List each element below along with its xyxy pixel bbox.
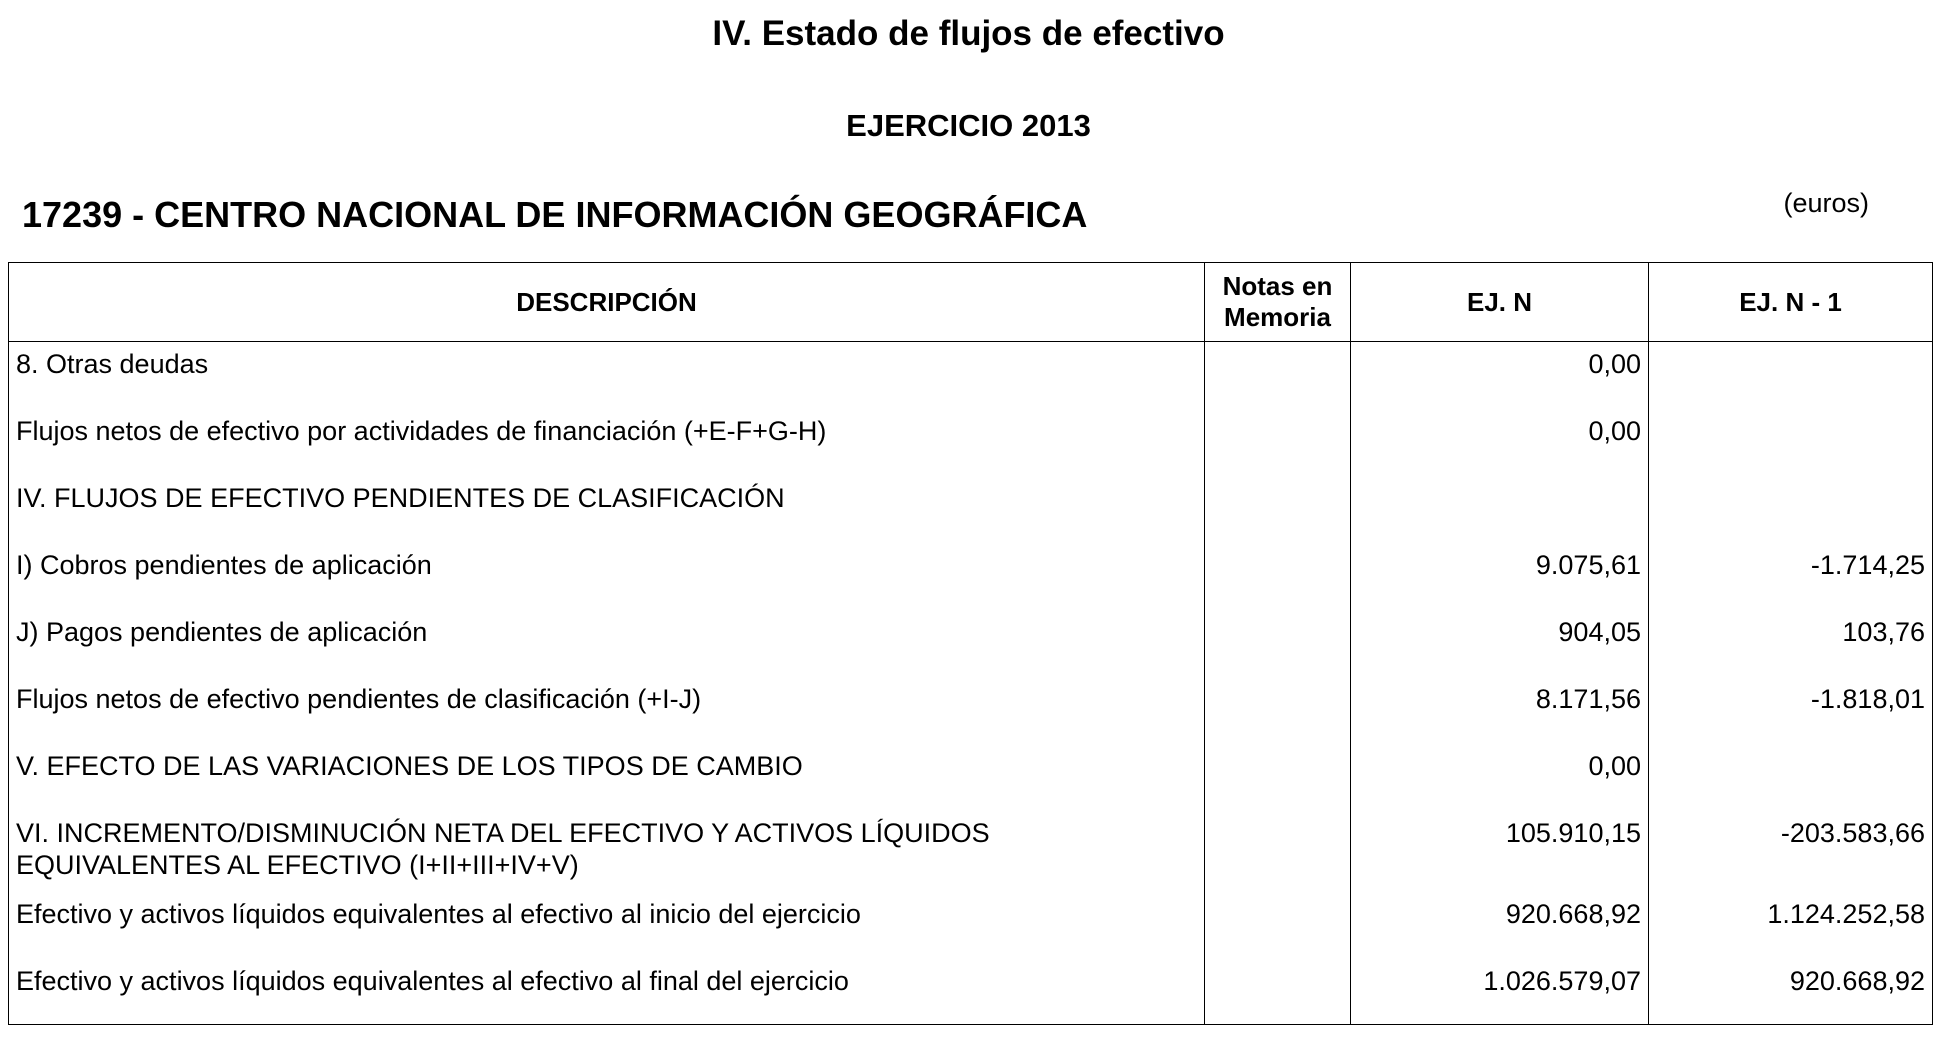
row-description: Efectivo y activos líquidos equivalentes al efectivo al inicio del ejercicio	[9, 892, 1205, 959]
row-ej-n: 0,00	[1351, 744, 1649, 811]
table-row	[9, 744, 1933, 811]
row-notes	[1205, 476, 1351, 543]
row-notes	[1205, 610, 1351, 677]
table-row	[9, 409, 1933, 476]
currency-unit: (euros)	[1783, 188, 1869, 218]
cash-flow-table	[8, 262, 1933, 1025]
table-row	[9, 959, 1933, 1025]
row-ej-n: 0,00	[1351, 409, 1649, 476]
row-ej-n1	[1649, 476, 1933, 543]
row-notes	[1205, 677, 1351, 744]
row-ej-n1	[1649, 409, 1933, 476]
entity-name: 17239 - CENTRO NACIONAL DE INFORMACIÓN GEOGRÁFICA	[22, 194, 1088, 235]
row-description: J) Pagos pendientes de aplicación	[9, 610, 1205, 677]
column-header-ej-n: EJ. N	[1351, 263, 1649, 342]
row-ej-n1: 1.124.252,58	[1649, 892, 1933, 959]
row-ej-n: 105.910,15	[1351, 811, 1649, 892]
row-notes	[1205, 959, 1351, 1025]
row-notes	[1205, 543, 1351, 610]
row-notes	[1205, 892, 1351, 959]
row-description: I) Cobros pendientes de aplicación	[9, 543, 1205, 610]
row-notes	[1205, 409, 1351, 476]
row-notes	[1205, 342, 1351, 409]
row-description-line2: EQUIVALENTES AL EFECTIVO (I+II+III+IV+V)	[16, 849, 579, 880]
page-title: IV. Estado de flujos de efectivo	[712, 14, 1225, 53]
column-header-ej-n1: EJ. N - 1	[1649, 263, 1933, 342]
table-row	[9, 476, 1933, 543]
column-header-notes-line2: Memoria	[1224, 302, 1331, 332]
row-description-line1: VI. INCREMENTO/DISMINUCIÓN NETA DEL EFECTIVO Y ACTIVOS LÍQUIDOS	[16, 817, 990, 848]
row-ej-n1: 920.668,92	[1649, 959, 1933, 1025]
column-header-notes-line1: Notas en	[1222, 271, 1333, 301]
row-description: Flujos netos de efectivo pendientes de clasificación (+I-J)	[9, 677, 1205, 744]
row-description: V. EFECTO DE LAS VARIACIONES DE LOS TIPOS DE CAMBIO	[9, 744, 1205, 811]
row-ej-n: 904,05	[1351, 610, 1649, 677]
table-row	[9, 543, 1933, 610]
table-row	[9, 677, 1933, 744]
column-header-description: DESCRIPCIÓN	[9, 263, 1205, 342]
row-description: 8. Otras deudas	[9, 342, 1205, 409]
table-row	[9, 610, 1933, 677]
row-ej-n	[1351, 476, 1649, 543]
row-notes	[1205, 744, 1351, 811]
exercise-year: EJERCICIO 2013	[846, 108, 1091, 143]
row-ej-n: 1.026.579,07	[1351, 959, 1649, 1025]
row-ej-n: 920.668,92	[1351, 892, 1649, 959]
table-row	[9, 342, 1933, 409]
row-ej-n: 9.075,61	[1351, 543, 1649, 610]
row-ej-n1: -1.714,25	[1649, 543, 1933, 610]
row-description	[9, 811, 1205, 892]
row-ej-n: 8.171,56	[1351, 677, 1649, 744]
row-ej-n1	[1649, 744, 1933, 811]
table-row	[9, 811, 1933, 892]
row-description: IV. FLUJOS DE EFECTIVO PENDIENTES DE CLASIFICACIÓN	[9, 476, 1205, 543]
row-description: Flujos netos de efectivo por actividades de financiación (+E-F+G-H)	[9, 409, 1205, 476]
row-notes	[1205, 811, 1351, 892]
table-row	[9, 892, 1933, 959]
table-header-row	[9, 263, 1933, 342]
row-ej-n1	[1649, 342, 1933, 409]
row-ej-n: 0,00	[1351, 342, 1649, 409]
column-header-notes	[1205, 263, 1351, 342]
row-ej-n1: -1.818,01	[1649, 677, 1933, 744]
row-ej-n1: -203.583,66	[1649, 811, 1933, 892]
row-ej-n1: 103,76	[1649, 610, 1933, 677]
row-description: Efectivo y activos líquidos equivalentes al efectivo al final del ejercicio	[9, 959, 1205, 1025]
